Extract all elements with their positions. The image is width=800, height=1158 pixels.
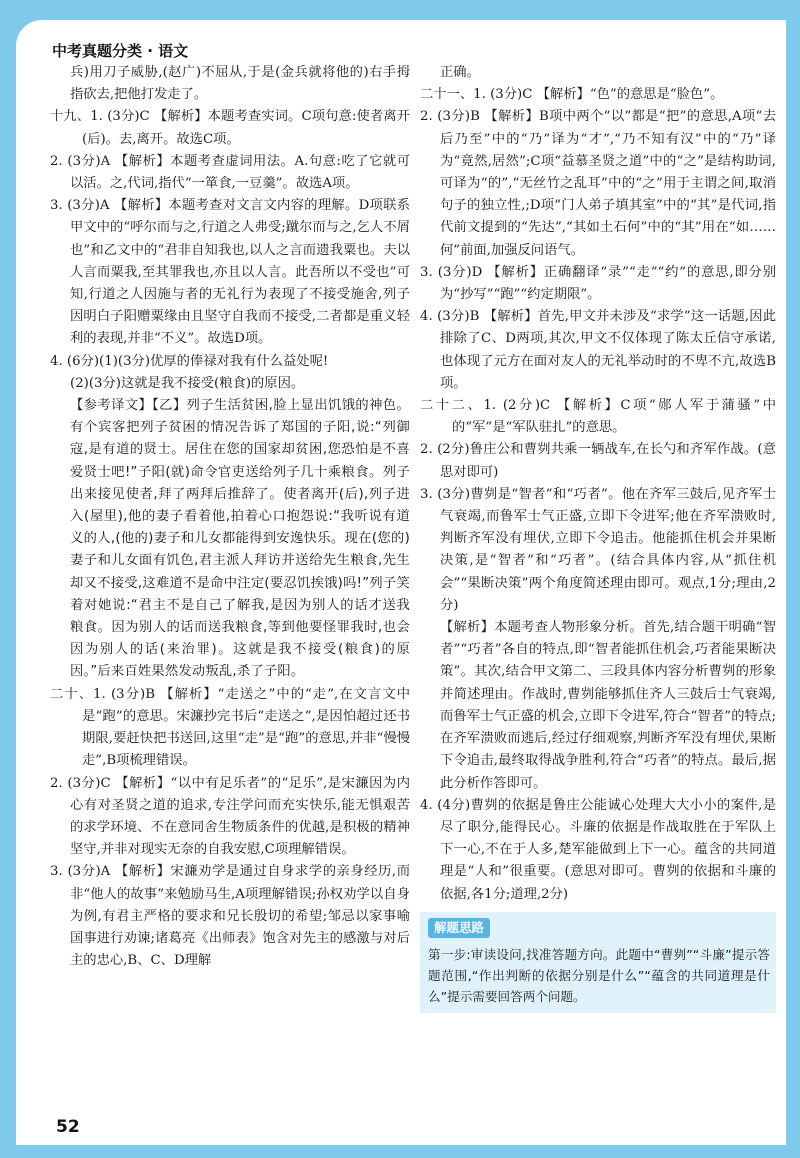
answer-19-2: 2. (3分)A 【解析】本题考查虚词用法。A.句意:吃了它就可以活。之,代词,指代“一箪食,一豆羹”。故选A项。	[50, 153, 410, 192]
answer-22-3: 3. (3分)曹刿是“智者”和“巧者”。他在齐军三鼓后,见齐军士气衰竭,而鲁军士气正盛,立即下令进军;他在齐军溃败时,判断齐军没有埋伏,立即下令追击。他能抓住机会并果断决策,是“智者”和“巧者”。(结合具体内容,从“抓住机会”“果断决策”两个角度简述理由即可。观点,1分;理由,2分)	[420, 486, 776, 613]
answer-22-2: 2. (2分)鲁庄公和曹刿共乘一辆战车,在长勺和齐军作战。(意思对即可)	[420, 442, 776, 480]
left-column	[50, 62, 410, 972]
page-header-title: 中考真题分类 · 语文	[52, 42, 189, 60]
page-number: 52	[56, 1117, 80, 1137]
answer-21-4: 4. (3分)B 【解析】首先,甲文并未涉及“求学”这一话题,因此排除了C、D两项,其次,甲文不仅体现了陈太丘信守承诺,也体现了元方在面对友人的无礼举动时的不卑不亢,故选B项。	[420, 309, 776, 391]
analysis-22-3: 【解析】本题考查人物形象分析。首先,结合题干明确“智者”“巧者”各自的特点,即“智者能抓住机会,巧者能果断决策”。其次,结合甲文第二、三段具体内容分析曹刿的形象并简述理由。作战时,曹刿能够抓住齐人三鼓后士气衰竭,而鲁军士气正盛的机会,立即下令进军,符合“智者”的特点;在齐军溃败而逃后,经过仔细观察,判断齐军没有埋伏,果断下令追击,最终取得战争胜利,符合“巧者”的特点。最后,据此分析作答即可。	[440, 620, 776, 791]
paragraph: 正确。	[440, 65, 480, 80]
answer-20-2: 2. (3分)C 【解析】“以中有足乐者”的“足乐”,是宋濂因为内心有对圣贤之道的追求,专注学问而充实快乐,能无惧艰苦的求学环境、不在意同舍生物质条件的优越,是积极的精神坚守,并非对现实无奈的自我安慰,C项理解错误。	[50, 775, 410, 858]
answer-22-4: 4. (4分)曹刿的依据是鲁庄公能诚心处理大大小小的案件,是尽了职分,能得民心。斗廉的依据是作战取胜在于军队上下一心,不在于人多,楚军能做到上下一心。蕴含的共同道理是“人和”很重要。(意思对即可。曹刿的依据和斗廉的依据,各1分;道理,2分)	[420, 797, 776, 902]
reference-translation: 【参考译文】【乙】列子生活贫困,脸上显出饥饿的神色。有个宾客把列子贫困的情况告诉了郑国的子阳,说:“列御寇,是有道的贤士。居住在您的国家却贫困,您恐怕是不喜爱贤士吧!”子阳(就)命令官吏送给列子几十乘粮食。列子出来接见使者,拜了两拜后推辞了。使者离开(后),列子进入(屋里),他的妻子看着他,拍着心口抱怨说:“我听说有道义的人,(他的)妻子和儿女都能得到安逸快乐。现在(您的)妻子和儿女面有饥色,君主派人拜访并送给先生粮食,先生却又不接受,这难道不是命中注定(要忍饥挨饿)吗!”列子笑着对她说:“君主不是自己了解我,是因为别人的话才送我粮食。因为别人的话而送我粮食,等到他要怪罪我时,也会因为别人的话(来治罪)。这就是我不接受(粮食)的原因。”后来百姓果然发动叛乱,杀了子阳。	[70, 398, 410, 680]
page	[16, 20, 786, 1145]
answer-19-4: 4. (6分)(1)(3分)优厚的俸禄对我有什么益处呢!	[50, 353, 329, 369]
answer-19-1: 十九、1. (3分)C 【解析】本题考查实词。C项句意:使者离开(后)。去,离开。故选C项。	[50, 109, 410, 147]
answer-22-1: 二十二、1. (2分)C 【解析】C项“郧人军于蒲骚”中的“军”是“军队驻扎”的意思。	[420, 398, 776, 436]
answer-21-3: 3. (3分)D 【解析】正确翻译“录”“走”“约”的意思,即分别为“抄写”“跑”“约定期限”。	[420, 264, 776, 303]
answer-21-1: 二十一、1. (3分)C 【解析】“色”的意思是“脸色”。	[420, 87, 724, 103]
answer-21-2: 2. (3分)B 【解析】B项中两个“以”都是“把”的意思,A项“去后乃至”中的“乃”译为“才”,“乃不知有汉”中的“乃”译为“竟然,居然”;C项“益慕圣贤之道”中的“之”是结构助词,可译为“的”,“无丝竹之乱耳”中的“之”用于主谓之间,取消句子的独立性,;D项“门人弟子填其室”中的“其”是代词,指代前文提到的“先达”,“其如土石何”中的“其”用在“如……何”前面,加强反问语气。	[420, 109, 776, 258]
answer-19-3: 3. (3分)A 【解析】本题考查对文言文内容的理解。D项联系甲文中的“呼尔而与之,行道之人弗受;蹴尔而与之,乞人不屑也”和乙文中的“君非自知我也,以人之言而遗我粟也。夫以人言而粟我,至其罪我也,亦且以人言。此吾所以不受也”可知,行道之人因施与者的无礼行为表现了不接受施舍,列子因明白子阳赠粟缘由且坚守自我而不接受,二者都是重义轻利的表现,并非“不义”。故选D项。	[50, 198, 410, 347]
paragraph: 兵)用刀子威胁,(赵广)不屈从,于是(金兵就将他的)右手拇指砍去,把他打发走了。	[70, 65, 410, 103]
right-column	[420, 62, 776, 1013]
solution-thinking-text: 第一步:审读设问,找准答题方向。此题中“曹刿”“斗廉”提示答题范围,“作出判断的依据分别是什么”“蕴含的共同道理是什么”提示需要回答两个问题。	[428, 946, 770, 1004]
solution-thinking-box	[420, 912, 776, 1013]
answer-20-1: 二十、1. (3分)B 【解析】“走送之”中的“走”,在文言文中是“跑”的意思。宋濂抄完书后“走送之”,是因怕超过还书期限,要赶快把书送回,这里“走”是“跑”的意思,并非“慢慢走”,B项梳理错误。	[50, 686, 410, 769]
answer-19-4-2: (2)(3分)这就是我不接受(粮食)的原因。	[70, 375, 305, 391]
solution-thinking-badge: 解题思路	[428, 918, 490, 938]
answer-20-3: 3. (3分)A 【解析】宋濂劝学是通过自身求学的亲身经历,而非“他人的故事”来勉励马生,A项理解错误;孙权劝学以自身为例,有君主严格的要求和兄长殷切的希望;邹忌以家事喻国事进行劝谏;诸葛亮《出师表》饱含对先主的感激与对后主的忠心,B、C、D理解	[50, 864, 410, 969]
